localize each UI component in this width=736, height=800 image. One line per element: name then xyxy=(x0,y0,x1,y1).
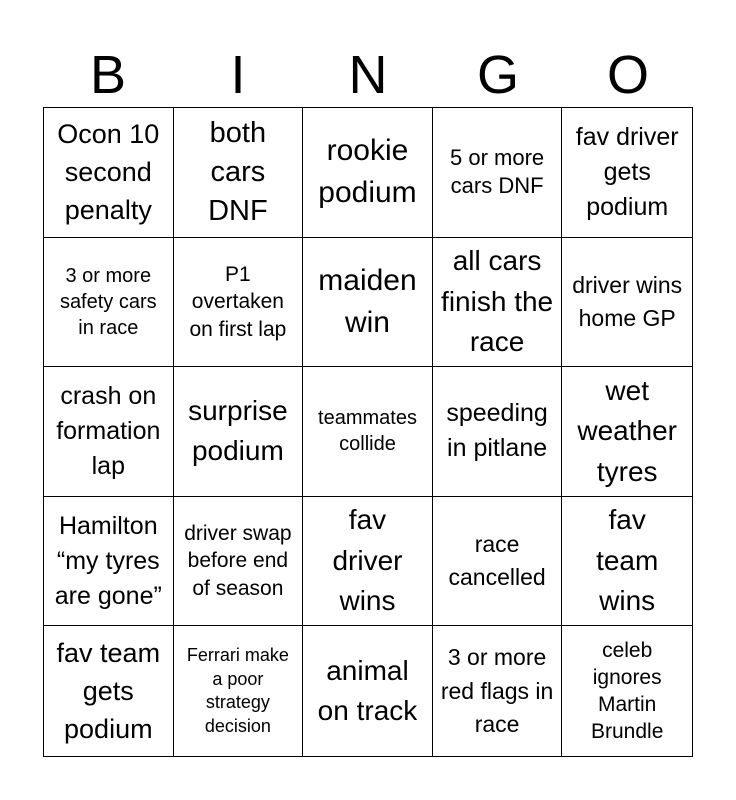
cell-text: Ocon 10 second penalty xyxy=(57,118,160,226)
bingo-cell[interactable] xyxy=(433,108,563,238)
bingo-cell[interactable] xyxy=(562,497,692,627)
cell-text: fav team wins xyxy=(596,504,659,617)
cell-text: P1 overtaken on first lap xyxy=(189,262,287,341)
cell-text: fav driver gets podium xyxy=(575,122,679,221)
bingo-cell[interactable] xyxy=(433,626,563,756)
cell-text: 3 or more safety cars in race xyxy=(59,264,157,339)
bingo-cell[interactable] xyxy=(174,238,304,368)
cell-text: driver swap before end of season xyxy=(184,522,292,600)
bingo-cell[interactable] xyxy=(562,238,692,368)
cell-text: surprise podium xyxy=(188,394,288,467)
bingo-cell[interactable] xyxy=(562,367,692,497)
cell-text: both cars DNF xyxy=(208,116,268,227)
bingo-cell[interactable] xyxy=(303,238,433,368)
cell-text: fav driver wins xyxy=(332,504,403,617)
header-letter-g: G xyxy=(476,45,519,105)
cell-text: maiden win xyxy=(318,263,417,339)
cell-text: 3 or more red flags in race xyxy=(440,644,554,737)
header-letter-b: B xyxy=(89,45,127,105)
cell-text: wet weather tyres xyxy=(577,374,677,487)
bingo-cell[interactable] xyxy=(562,108,692,238)
bingo-cell[interactable] xyxy=(433,238,563,368)
cell-text: driver wins home GP xyxy=(572,271,683,331)
bingo-cell[interactable] xyxy=(562,626,692,756)
bingo-board xyxy=(43,107,693,757)
bingo-header xyxy=(43,42,693,108)
bingo-cell[interactable] xyxy=(303,367,433,497)
cell-text: celeb ignores Martin Brundle xyxy=(590,638,664,744)
header-letter-i: I xyxy=(230,45,246,105)
bingo-cell[interactable] xyxy=(174,108,304,238)
cell-text: all cars finish the race xyxy=(441,245,554,358)
bingo-cell[interactable] xyxy=(44,626,174,756)
bingo-cell[interactable] xyxy=(44,238,174,368)
cell-text: rookie podium xyxy=(318,134,417,210)
bingo-cell[interactable] xyxy=(44,367,174,497)
cell-text: Ferrari make a poor strategy decision xyxy=(186,645,289,736)
cell-text: animal on track xyxy=(317,654,418,727)
cell-text: Hamilton “my tyres are gone” xyxy=(54,511,162,610)
bingo-cell[interactable] xyxy=(174,626,304,756)
bingo-cell[interactable] xyxy=(433,367,563,497)
cell-text: fav team gets podium xyxy=(56,637,161,745)
bingo-cell[interactable] xyxy=(174,497,304,627)
cell-text: speeding in pitlane xyxy=(446,399,548,463)
bingo-cell[interactable] xyxy=(44,108,174,238)
header-letter-n: N xyxy=(348,45,388,105)
bingo-cell[interactable] xyxy=(303,626,433,756)
bingo-cell[interactable] xyxy=(44,497,174,627)
cell-text: teammates collide xyxy=(318,407,417,456)
bingo-cell[interactable] xyxy=(303,497,433,627)
bingo-cell[interactable] xyxy=(303,108,433,238)
header-letter-o: O xyxy=(606,45,649,105)
cell-text: 5 or more cars DNF xyxy=(450,144,545,199)
cell-text: race cancelled xyxy=(448,530,546,591)
bingo-cell[interactable] xyxy=(174,367,304,497)
cell-text: crash on formation lap xyxy=(56,381,161,480)
bingo-cell[interactable] xyxy=(433,497,563,627)
